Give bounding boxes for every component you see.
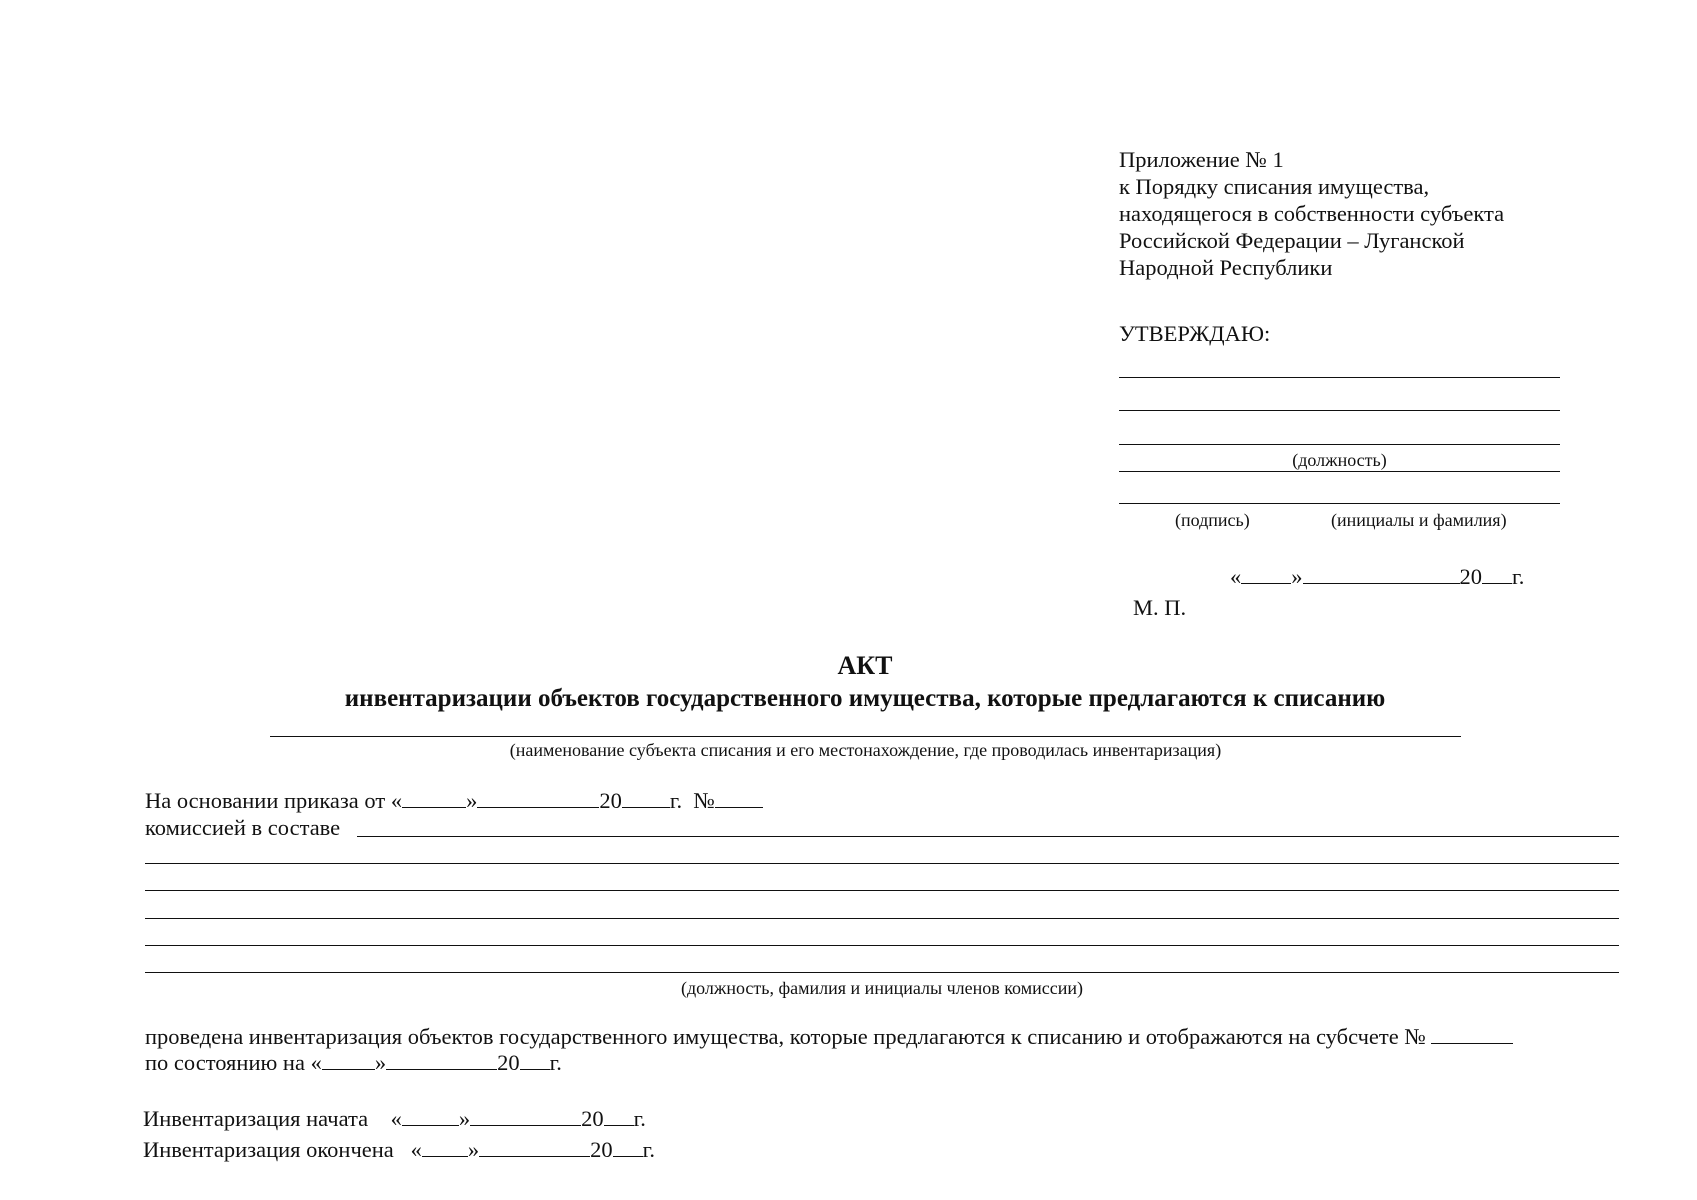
as-of-year-prefix: 20 xyxy=(497,1050,520,1075)
approval-line-3[interactable] xyxy=(1119,444,1560,445)
started-open-quote: « xyxy=(390,1106,402,1131)
commission-line-2[interactable] xyxy=(145,863,1619,864)
order-line xyxy=(145,787,763,814)
date-year-field[interactable] xyxy=(1482,563,1512,584)
as-of-month-field[interactable] xyxy=(386,1049,497,1070)
appendix-line: Приложение № 1 xyxy=(1119,147,1284,172)
ended-day-field[interactable] xyxy=(422,1136,468,1157)
inventory-started-line xyxy=(143,1105,646,1132)
appendix-line: Народной Республики xyxy=(1119,255,1333,280)
as-of-open-quote: « xyxy=(310,1050,322,1075)
as-of-year-suffix: г. xyxy=(549,1050,562,1075)
order-number-label: № xyxy=(693,788,715,813)
date-year-prefix: 20 xyxy=(1459,564,1482,589)
started-label: Инвентаризация начата xyxy=(143,1106,369,1131)
ended-close-quote: » xyxy=(467,1137,480,1162)
order-close-quote: » xyxy=(466,788,478,813)
order-month-field[interactable] xyxy=(477,787,599,808)
commission-line-3[interactable] xyxy=(145,890,1619,891)
order-year-field[interactable] xyxy=(622,787,670,808)
appendix-line: к Порядку списания имущества, xyxy=(1119,174,1430,199)
inventory-ended-line xyxy=(143,1136,655,1163)
order-number-field[interactable] xyxy=(715,787,763,808)
appendix-block xyxy=(1119,146,1504,281)
date-close-quote: » xyxy=(1291,564,1303,589)
date-open-quote: « xyxy=(1230,564,1242,589)
as-of-close-quote: » xyxy=(374,1050,387,1075)
started-year-field[interactable] xyxy=(604,1105,634,1126)
commission-line-5[interactable] xyxy=(145,945,1619,946)
started-year-suffix: г. xyxy=(633,1106,646,1131)
signature-caption: (подпись) xyxy=(1175,510,1250,530)
date-day-field[interactable] xyxy=(1241,563,1291,584)
name-caption: (инициалы и фамилия) xyxy=(1331,510,1507,530)
started-year-prefix: 20 xyxy=(581,1106,604,1131)
act-subtitle: инвентаризации объектов государственного имущества, которые предлагаются к списанию xyxy=(344,685,1386,712)
ended-year-field[interactable] xyxy=(613,1136,643,1157)
members-caption: (должность, фамилия и инициалы членов комиссии) xyxy=(681,978,1083,998)
commission-label: комиссией в составе xyxy=(145,815,341,840)
started-month-field[interactable] xyxy=(470,1105,581,1126)
order-prefix: На основании приказа от xyxy=(145,788,386,813)
order-open-quote: « xyxy=(390,788,403,813)
ended-year-prefix: 20 xyxy=(590,1137,613,1162)
as-of-prefix: по состоянию на xyxy=(145,1050,305,1075)
appendix-line: Российской Федерации – Луганской xyxy=(1119,228,1465,253)
entity-caption: (наименование субъекта списания и его местонахождение, где проводилась инвентаризация) xyxy=(509,740,1222,760)
order-day-field[interactable] xyxy=(402,787,466,808)
inventory-statement xyxy=(145,1023,1513,1050)
ended-year-suffix: г. xyxy=(642,1137,655,1162)
approval-line-1[interactable] xyxy=(1119,377,1560,378)
act-title: АКТ xyxy=(837,651,893,680)
order-year-prefix: 20 xyxy=(599,788,622,813)
commission-line-6[interactable] xyxy=(145,972,1619,973)
appendix-line: находящегося в собственности субъекта xyxy=(1119,201,1505,226)
as-of-day-field[interactable] xyxy=(322,1049,375,1070)
approval-date xyxy=(1230,563,1524,590)
date-month-field[interactable] xyxy=(1303,563,1460,584)
date-year-suffix: г. xyxy=(1512,564,1525,589)
commission-line-4[interactable] xyxy=(145,918,1619,919)
started-close-quote: » xyxy=(458,1106,471,1131)
as-of-line xyxy=(145,1049,562,1076)
stamp-mark: М. П. xyxy=(1133,595,1187,620)
entity-line[interactable] xyxy=(270,736,1461,737)
order-year-suffix: г. xyxy=(669,788,683,813)
approval-line-2[interactable] xyxy=(1119,410,1560,411)
as-of-year-field[interactable] xyxy=(520,1049,550,1070)
ended-open-quote: « xyxy=(410,1137,422,1162)
ended-month-field[interactable] xyxy=(479,1136,590,1157)
position-caption: (должность) xyxy=(1292,450,1387,470)
approval-title: УТВЕРЖДАЮ: xyxy=(1119,321,1271,346)
position-line[interactable] xyxy=(1119,471,1560,472)
commission-line-1[interactable] xyxy=(357,836,1619,837)
statement-text: проведена инвентаризация объектов государственного имущества, которые предлагаются к списанию и отображаются на субсчете № xyxy=(145,1024,1426,1049)
subaccount-number-field[interactable] xyxy=(1431,1023,1513,1044)
started-day-field[interactable] xyxy=(402,1105,459,1126)
signature-line[interactable] xyxy=(1119,503,1560,504)
ended-label: Инвентаризация окончена xyxy=(143,1137,394,1162)
